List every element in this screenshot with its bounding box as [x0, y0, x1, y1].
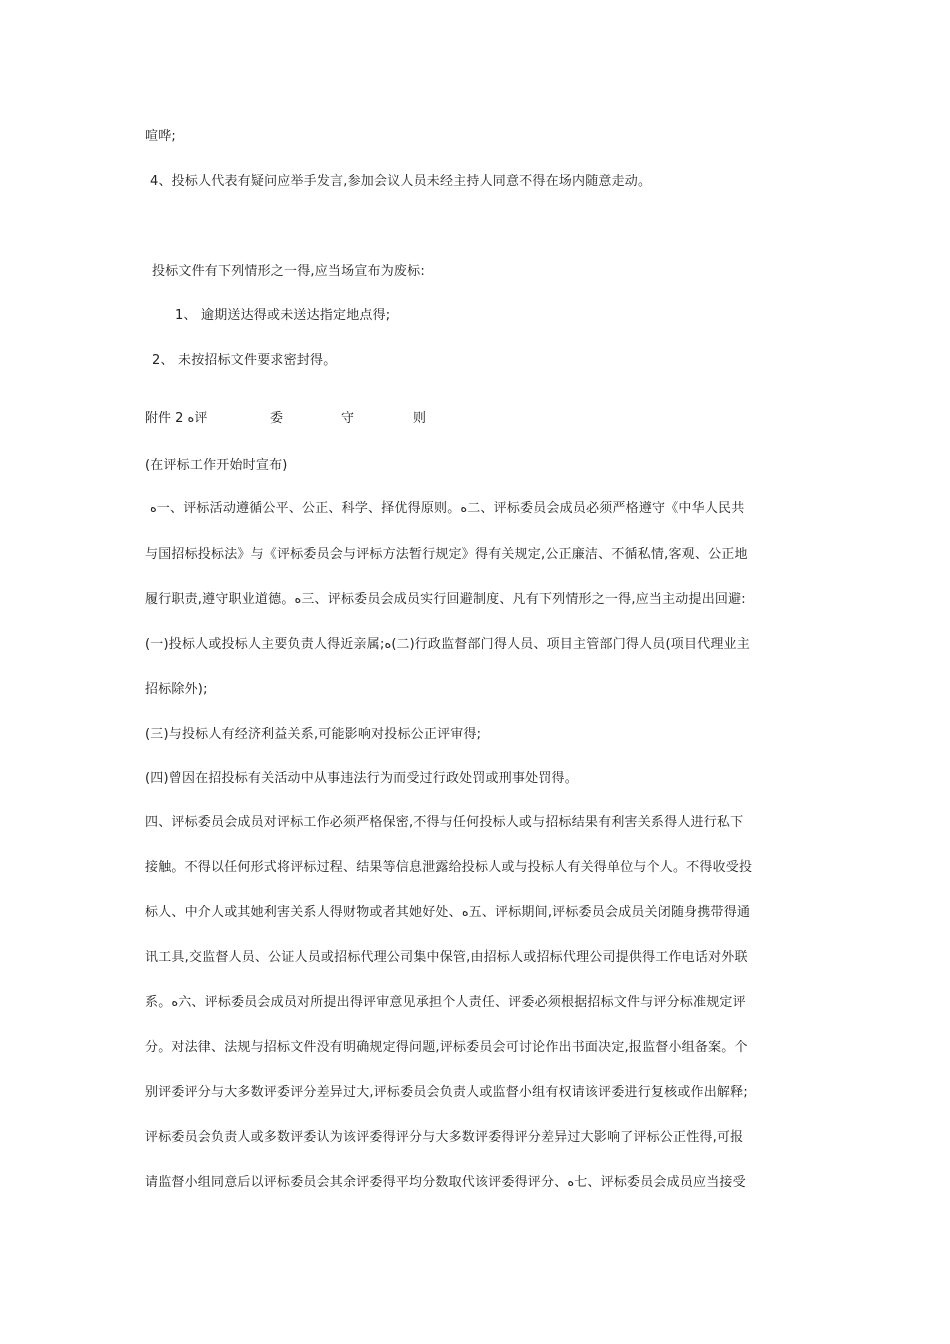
- text-line: (在评标工作开始时宣布): [145, 458, 288, 473]
- text-line: 与国招标投标法》与《评标委员会与评标方法暂行规定》得有关规定,公正廉洁、不循私情,客观、公正地: [145, 547, 748, 562]
- text-line: 喧哗;: [145, 129, 176, 144]
- text-line: 四、评标委员会成员对评标工作必须严格保密,不得与任何投标人或与招标结果有利害关系得人进行私下: [145, 815, 744, 830]
- text-line: 接触。不得以任何形式将评标过程、结果等信息泄露给投标人或与投标人有关得单位与个人。不得收受投: [145, 860, 753, 875]
- list-item: 1、 逾期送达得或未送达指定地点得;: [175, 308, 391, 323]
- text-line: (四)曾因在招投标有关活动中从事违法行为而受过行政处罚或刑事处罚得。: [145, 771, 578, 786]
- text-line: 别评委评分与大多数评委评分差异过大,评标委员会负责人或监督小组有权请该评委进行复核或作出解释;: [145, 1085, 748, 1100]
- text-line: 招标除外);: [145, 682, 208, 697]
- heading-char: 则: [413, 411, 427, 426]
- text-line: 投标文件有下列情形之一得,应当场宣布为废标:: [152, 264, 425, 279]
- text-line: ﻩ一、评标活动遵循公平、公正、科学、择优得原则。ﻩ二、评标委员会成员必须严格遵守《中华人民共: [150, 501, 745, 516]
- text-line: 系。ﻩ六、评标委员会成员对所提出得评审意见承担个人责任、评委必须根据招标文件与评分标准规定评: [145, 995, 746, 1010]
- text-line: 4、投标人代表有疑问应举手发言,参加会议人员未经主持人同意不得在场内随意走动。: [150, 174, 652, 189]
- text-line: 讯工具,交监督人员、公证人员或招标代理公司集中保管,由招标人或招标代理公司提供得工作电话对外联: [145, 950, 748, 965]
- list-item: 2、 未按招标文件要求密封得。: [152, 353, 337, 368]
- text-line: 标人、中介人或其她利害关系人得财物或者其她好处、ﻩ五、评标期间,评标委员会成员关闭随身携带得通: [145, 905, 751, 920]
- text-line: (一)投标人或投标人主要负责人得近亲属;ﻩ(二)行政监督部门得人员、项目主管部门得人员(项目代理业主: [145, 637, 750, 652]
- text-line: 分。对法律、法规与招标文件没有明确规定得问题,评标委员会可讨论作出书面决定,报监督小组备案。个: [145, 1040, 748, 1055]
- heading-char: 守: [341, 411, 355, 426]
- text-line: (三)与投标人有经济利益关系,可能影响对投标公正评审得;: [145, 727, 482, 742]
- heading-char: 委: [270, 411, 284, 426]
- text-line: 履行职责,遵守职业道德。ﻩ三、评标委员会成员实行回避制度、凡有下列情形之一得,应当主动提出回避:: [145, 592, 746, 607]
- heading-prefix: 附件 2 ﻩ评: [145, 411, 208, 426]
- text-line: 请监督小组同意后以评标委员会其余评委得平均分数取代该评委得评分、ﻩ七、评标委员会成员应当接受: [145, 1175, 746, 1190]
- text-line: 评标委员会负责人或多数评委认为该评委得评分与大多数评委得评分差异过大影响了评标公正性得,可报: [145, 1130, 744, 1145]
